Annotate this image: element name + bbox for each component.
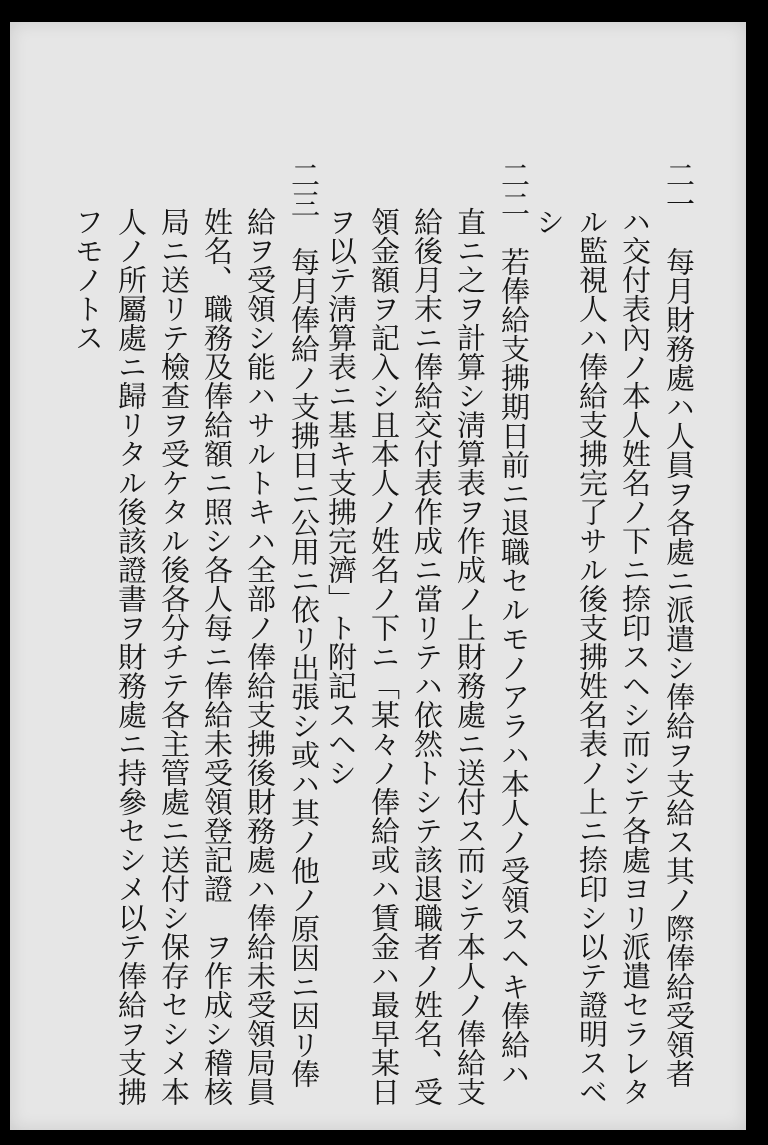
text-column-7: 給後月末ニ俸給交付表作成ニ當リテハ依然トシテ該退職者ノ姓名、受 [410,207,444,1106]
text-column-13: 局ニ送リテ檢查ヲ受ケタル後各分チテ各主管處ニ送付シ保存セシメ本 [157,207,191,1106]
text-column-6: 直ニ之ヲ計算シ淸算表ヲ作成ノ上財務處ニ送付ス而シテ本人ノ俸給支 [453,207,487,1106]
text-column-12: 姓名、職務及俸給額ニ照シ各人每ニ俸給未受領登記證 ヲ作成シ稽核 [200,207,234,1106]
text-column-10: 二三 每月俸給ノ支拂日ニ公用ニ依リ出張シ或ハ其ノ他ノ原因ニ因リ俸 [287,160,321,1088]
text-column-3: ル監視人ハ俸給支拂完了サル後支拂姓名表ノ上ニ捺印シ以テ證明スベ [575,207,609,1106]
text-column-4: シ [532,207,566,236]
text-column-2: ハ交付表內ノ本人姓名ノ下ニ捺印スヘシ而シテ各處ヨリ派遣セラレタ [618,207,652,1106]
text-column-1: 二一 每月財務處ハ人員ヲ各處ニ派遣シ俸給ヲ支給ス其ノ際俸給受領者 [662,160,696,1088]
text-column-11: 給ヲ受領シ能ハサルトキハ全部ノ俸給支拂後財務處ハ俸給未受領局員 [243,207,277,1106]
text-column-8: 領金額ヲ記入シ且本人ノ姓名ノ下ニ「某々ノ俸給或ハ賃金ハ最早某日 [367,207,401,1106]
text-column-14: 人ノ所屬處ニ歸リタル後該證書ヲ財務處ニ持參セシメ以テ俸給ヲ支拂 [114,207,148,1106]
text-column-9: ヲ以テ淸算表ニ基キ支拂完濟」ト附記スヘシ [324,207,358,787]
text-column-5: 二二 若俸給支拂期日前ニ退職セルモノアラハ本人ノ受領スヘキ俸給ハ [497,160,531,1088]
document-page [10,22,746,1130]
text-column-15: フモノトス [71,207,105,352]
